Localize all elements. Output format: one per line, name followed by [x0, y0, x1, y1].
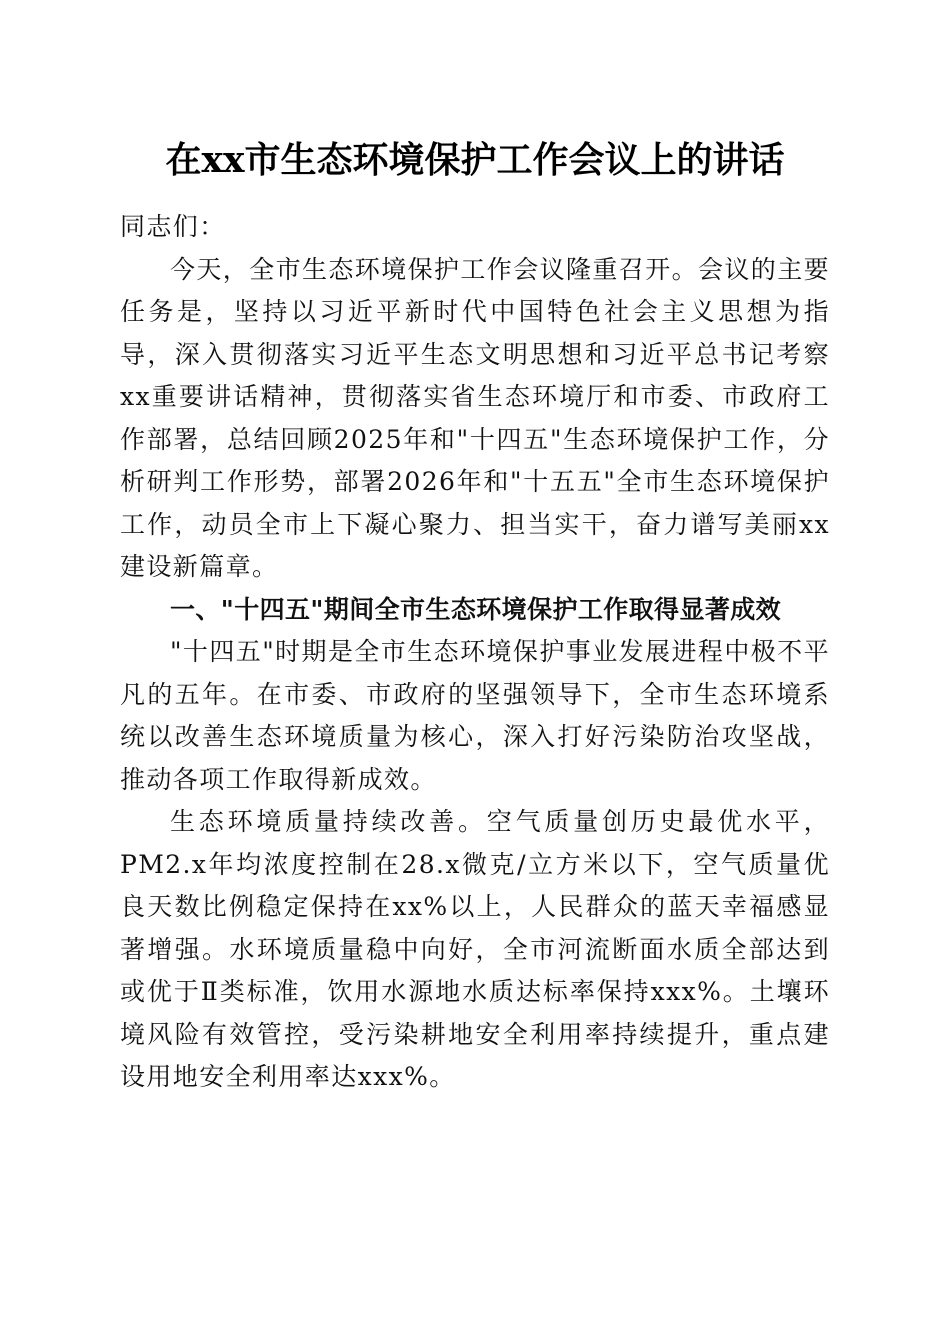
paragraph-opening: 今天，全市生态环境保护工作会议隆重召开。会议的主要任务是，坚持以习近平新时代中国特色社会主义思想为指导，深入贯彻落实习近平生态文明思想和习近平总书记考察xx重要讲话精神，贯彻落实省生态环境厅和市委、市政府工作部署，总结回顾2025年和"十四五"生态环境保护工作，分析研判工作形势，部署2026年和"十五五"全市生态环境保护工作，动员全市上下凝心聚力、担当实干，奋力谱写美丽xx建设新篇章。	[120, 254, 831, 581]
salutation: 同志们：	[120, 212, 226, 241]
document-title: 在xx市生态环境保护工作会议上的讲话	[165, 139, 785, 181]
paragraph-overview: "十四五"时期是全市生态环境保护事业发展进程中极不平凡的五年。在市委、市政府的坚强领导下，全市生态环境系统以改善生态环境质量为核心，深入打好污染防治攻坚战，推动各项工作取得新成效。	[120, 637, 830, 794]
paragraph-environment-quality: 生态环境质量持续改善。空气质量创历史最优水平，PM2.x年均浓度控制在28.x微克/立方米以下，空气质量优良天数比例稳定保持在xx%以上，人民群众的蓝天幸福感显著增强。水环境质量稳中向好，全市河流断面水质全部达到或优于Ⅱ类标准，饮用水源地水质达标率保持xxx%。土壤环境风险有效管控，受污染耕地安全利用率持续提升，重点建设用地安全利用率达xxx%。	[120, 807, 830, 1091]
section-heading: 一、"十四五"期间全市生态环境保护工作取得显著成效	[170, 594, 782, 624]
document-body	[120, 206, 830, 1099]
